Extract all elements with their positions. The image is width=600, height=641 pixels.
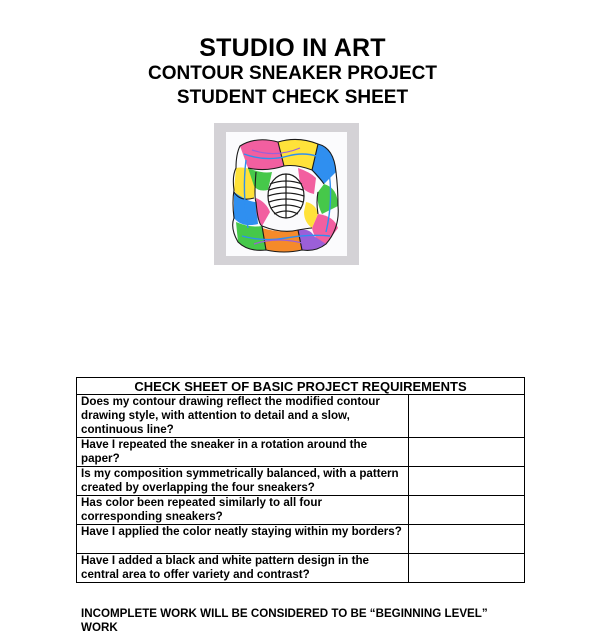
requirements-check-table	[76, 377, 525, 583]
artwork-frame	[214, 123, 359, 265]
requirement-question: Have I added a black and white pattern design in the central area to offer variety and contrast?	[77, 554, 409, 583]
table-row	[77, 438, 525, 467]
table-row	[77, 395, 525, 438]
check-box-cell[interactable]	[409, 395, 525, 438]
table-row	[77, 525, 525, 554]
table-row	[77, 496, 525, 525]
check-sheet-heading: CHECK SHEET OF BASIC PROJECT REQUIREMENTS	[77, 378, 525, 395]
artwork-drawing	[226, 132, 347, 256]
requirement-question: Have I repeated the sneaker in a rotation around the paper?	[77, 438, 409, 467]
check-box-cell[interactable]	[409, 525, 525, 554]
requirement-question: Has color been repeated similarly to all four corresponding sneakers?	[77, 496, 409, 525]
check-box-cell[interactable]	[409, 467, 525, 496]
contour-sneaker-artwork-image	[226, 132, 347, 256]
incomplete-work-note: INCOMPLETE WORK WILL BE CONSIDERED TO BE “BEGINNING LEVEL” WORK	[81, 607, 488, 634]
check-box-cell[interactable]	[409, 554, 525, 583]
table-row	[77, 467, 525, 496]
project-subtitle: CONTOUR SNEAKER PROJECT	[148, 63, 437, 84]
check-box-cell[interactable]	[409, 438, 525, 467]
requirement-question: Does my contour drawing reflect the modified contour drawing style, with attention to detail and a slow, continuous line?	[77, 395, 409, 438]
check-box-cell[interactable]	[409, 496, 525, 525]
table-row	[77, 554, 525, 583]
requirement-question: Is my composition symmetrically balanced, with a pattern created by overlapping the four sneakers?	[77, 467, 409, 496]
check-sheet-subtitle: STUDENT CHECK SHEET	[176, 87, 409, 108]
requirement-question: Have I applied the color neatly staying within my borders?	[77, 525, 409, 554]
document-header	[0, 34, 585, 110]
page-title: STUDIO IN ART	[199, 34, 386, 62]
table-header-row	[77, 378, 525, 395]
